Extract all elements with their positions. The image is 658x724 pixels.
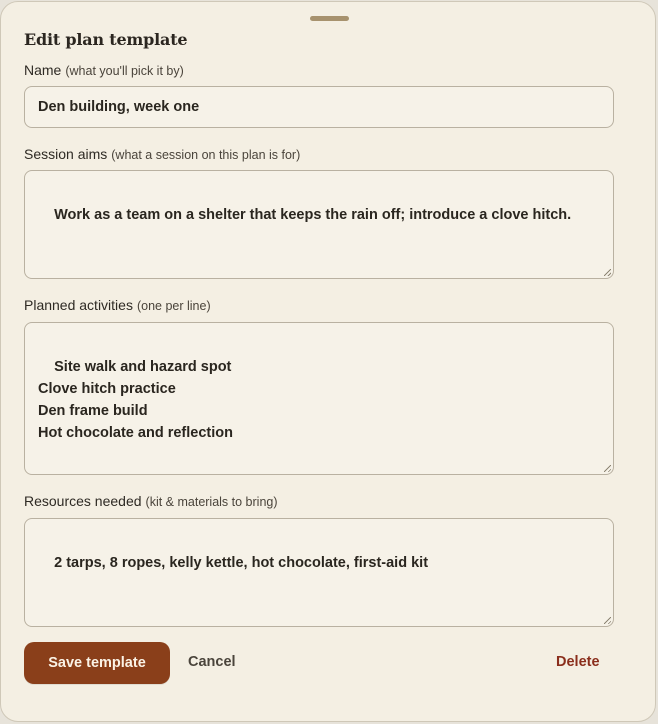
session-aims-text: Work as a team on a shelter that keeps the rain off; introduce a clove hitch.	[54, 207, 572, 223]
session-aims-label	[24, 146, 300, 162]
save-template-button[interactable]: Save template	[24, 642, 170, 684]
resources-label-hint: (kit & materials to bring)	[145, 495, 278, 509]
edit-template-sheet	[0, 1, 656, 722]
resize-handle-icon[interactable]	[604, 465, 611, 472]
session-aims-label-hint: (what a session on this plan is for)	[111, 148, 301, 162]
planned-activities-label-hint: (one per line)	[136, 299, 211, 313]
resources-text: 2 tarps, 8 ropes, kelly kettle, hot chocolate, first-aid kit	[54, 555, 429, 571]
name-label-hint: (what you'll pick it by)	[65, 64, 184, 78]
session-aims-textarea[interactable]	[24, 170, 614, 279]
name-label	[24, 62, 184, 78]
delete-button[interactable]: Delete	[556, 654, 600, 670]
resize-handle-icon[interactable]	[604, 617, 611, 624]
name-input[interactable]: Den building, week one	[24, 86, 614, 128]
resize-handle-icon[interactable]	[604, 269, 611, 276]
drag-handle[interactable]	[310, 16, 349, 21]
resources-label-text: Resources needed	[24, 493, 142, 509]
resources-textarea[interactable]	[24, 518, 614, 627]
cancel-button[interactable]: Cancel	[188, 654, 236, 670]
planned-activities-textarea[interactable]	[24, 322, 614, 475]
planned-activities-text: Site walk and hazard spot Clove hitch practice Den frame build Hot chocolate and reflection	[38, 359, 233, 441]
name-label-text: Name	[24, 62, 62, 78]
planned-activities-label	[24, 297, 211, 313]
dialog-title: Edit plan template	[24, 30, 188, 49]
planned-activities-label-text: Planned activities	[24, 297, 133, 313]
resources-label	[24, 493, 278, 509]
session-aims-label-text: Session aims	[24, 146, 108, 162]
